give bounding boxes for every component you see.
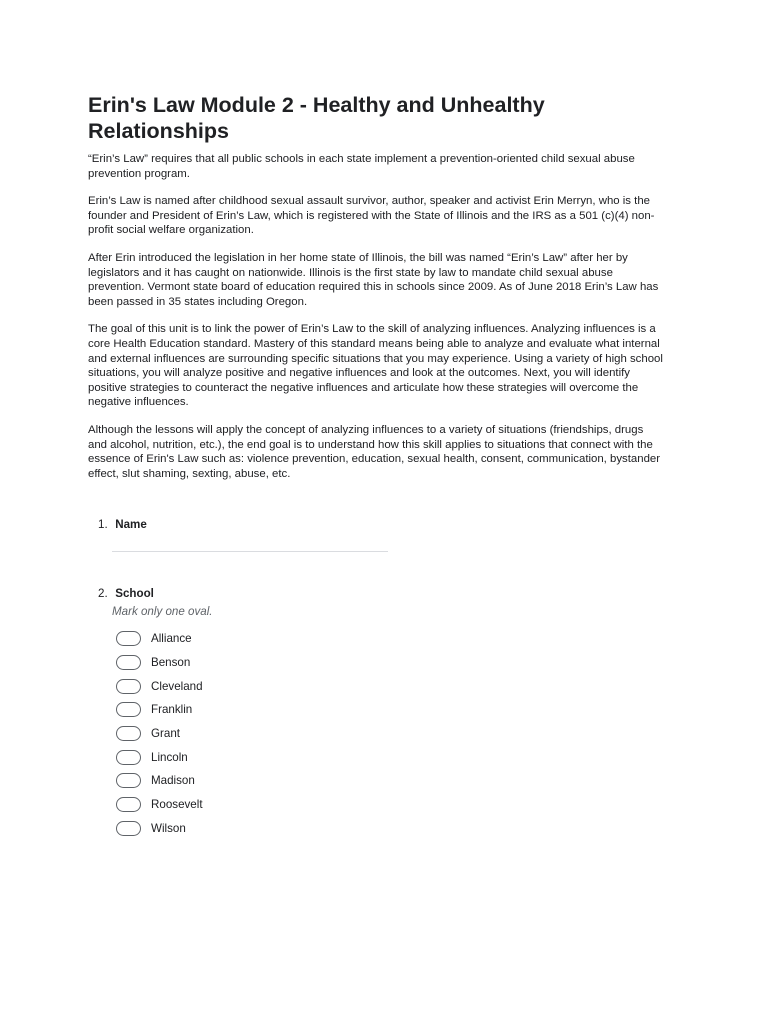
school-option-lincoln[interactable]: [116, 745, 658, 769]
school-option-alliance[interactable]: [116, 627, 658, 651]
name-input[interactable]: [112, 551, 388, 552]
option-label: Lincoln: [151, 750, 188, 764]
question-label: School: [115, 587, 154, 600]
school-option-roosevelt[interactable]: [116, 793, 658, 817]
description-paragraph: Although the lessons will apply the concept of analyzing influences to a variety of situations (friendships, drugs and alcohol, nutrition, etc.), the end goal is to understand how this skill applies to situations that connect with the essence of Erin's Law such as: violence prevention, education, sexual health, consent, communication, bystander effect, slut shaming, sexting, abuse, etc.: [88, 423, 661, 480]
question-title: [98, 586, 658, 601]
radio-oval[interactable]: [116, 821, 141, 836]
option-label: Alliance: [151, 632, 192, 646]
radio-oval[interactable]: [116, 679, 141, 694]
question-label: Name: [115, 518, 147, 531]
option-label: Madison: [151, 774, 195, 788]
question-number: 2.: [98, 587, 108, 600]
form-title: Erin's Law Module 2 - Healthy and Unhealthy Relationships: [88, 93, 545, 143]
question-number: 1.: [98, 518, 108, 531]
question-title: [98, 517, 658, 532]
radio-oval[interactable]: [116, 726, 141, 741]
option-label: Cleveland: [151, 679, 203, 693]
radio-oval[interactable]: [116, 631, 141, 646]
school-option-grant[interactable]: [116, 722, 658, 746]
school-option-benson[interactable]: [116, 651, 658, 675]
radio-oval[interactable]: [116, 773, 141, 788]
option-label: Wilson: [151, 821, 186, 835]
description-paragraph: Erin’s Law is named after childhood sexual assault survivor, author, speaker and activist Erin Merryn, who is the founder and President of Erin’s Law, which is registered with the State of Illinois and the IRS as a 501 (c)(4) non-profit social welfare organization.: [88, 195, 655, 237]
school-option-franklin[interactable]: [116, 698, 658, 722]
school-option-wilson[interactable]: [116, 817, 658, 841]
school-options: [98, 627, 658, 840]
radio-oval[interactable]: [116, 750, 141, 765]
form-page: [88, 92, 663, 494]
school-option-cleveland[interactable]: [116, 674, 658, 698]
description-paragraph: The goal of this unit is to link the power of Erin’s Law to the skill of analyzing influences. Analyzing influences is a core Health Education standard. Mastery of this standard means being able to analyze and evaluate what internal and external influences are surrounding specific situations that you may experience. Using a variety of high school situations, you will analyze positive and negative influences and look at the outcomes. Next, you will identify positive strategies to counteract the negative influences and articulate how these strategies will overcome the negative influences.: [88, 323, 663, 409]
form-description: [88, 152, 663, 481]
school-option-madison[interactable]: [116, 769, 658, 793]
radio-oval[interactable]: [116, 702, 141, 717]
question-school: [98, 586, 658, 840]
question-hint: Mark only one oval.: [112, 605, 213, 618]
option-label: Benson: [151, 656, 191, 670]
option-label: Roosevelt: [151, 798, 203, 812]
option-label: Franklin: [151, 703, 193, 717]
question-name: [98, 517, 658, 532]
option-label: Grant: [151, 727, 180, 741]
radio-oval[interactable]: [116, 797, 141, 812]
radio-oval[interactable]: [116, 655, 141, 670]
description-paragraph: “Erin’s Law” requires that all public schools in each state implement a prevention-oriented child sexual abuse prevention program.: [88, 153, 635, 180]
description-paragraph: After Erin introduced the legislation in her home state of Illinois, the bill was named “Erin’s Law” after her by legislators and it has caught on nationwide. Illinois is the first state by law to mandate child sexual abuse prevention. Vermont state board of education required this in schools since 2009. As of June 2018 Erin’s Law has been passed in 35 states including Oregon.: [88, 251, 659, 308]
